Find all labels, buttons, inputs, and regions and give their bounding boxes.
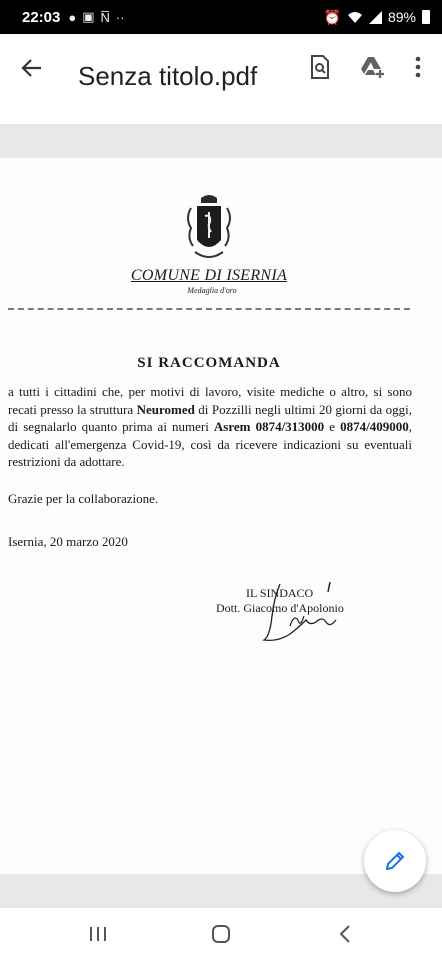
status-bar (0, 0, 442, 34)
status-time: 22:03 (22, 8, 61, 26)
pdf-viewer[interactable] (0, 124, 442, 908)
home-button[interactable] (206, 920, 236, 948)
pdf-page (0, 158, 442, 874)
document-title: Senza titolo.pdf (78, 61, 258, 91)
recent-apps-button[interactable] (83, 920, 113, 948)
body-bold: 0874/409000 (340, 419, 409, 434)
back-icon (338, 924, 352, 944)
municipality-medal: Medaglia d'oro (187, 286, 237, 295)
signatory-name: Dott. Giacomo d'Apolonio (216, 601, 344, 615)
header-divider (8, 308, 410, 310)
recent-apps-icon (88, 925, 108, 943)
battery-percent: 89% (387, 9, 416, 25)
edit-pencil-icon (383, 849, 407, 873)
app-bar (0, 34, 442, 124)
gallery-icon: ▣ (82, 9, 95, 24)
notice-heading: SI RACCOMANDA (137, 355, 281, 371)
edit-button[interactable] (364, 830, 426, 892)
find-in-doc-button[interactable] (305, 52, 335, 82)
signal-icon (369, 11, 382, 24)
home-icon (211, 924, 231, 944)
alarm-icon: ⏰ (323, 8, 341, 25)
battery-icon (422, 10, 430, 24)
body-text: di Pozzilli negli ultimi 20 giorni da oggi, di segnalarlo quanto prima ai numeri (8, 401, 412, 434)
more-options-button[interactable] (403, 52, 433, 82)
body-bold: Neuromed (136, 401, 195, 417)
more-dots-icon: ·· (115, 9, 125, 25)
back-button[interactable] (18, 54, 46, 82)
handwritten-signature (250, 576, 350, 650)
thanks-line: Grazie per la collaborazione. (8, 491, 159, 506)
place-date: Isernia, 20 marzo 2020 (8, 534, 128, 549)
n-icon: N̅ (100, 9, 110, 25)
system-nav-bar (0, 908, 442, 960)
wifi-icon (347, 11, 363, 24)
back-arrow-icon (21, 57, 43, 79)
body-text: e (324, 419, 341, 434)
body-text: a tutti i cittadini che, per motivi di lavoro, visite mediche o altro, si sono recati presso la struttura (8, 384, 412, 417)
whatsapp-icon: ● (68, 9, 77, 25)
more-vert-icon (415, 56, 421, 78)
signatory-title: IL SINDACO (246, 586, 314, 600)
status-right (324, 9, 430, 26)
find-in-doc-icon (309, 55, 331, 79)
add-to-drive-icon (360, 55, 386, 79)
notice-body (8, 383, 412, 471)
body-text: , dedicati all'emergenza Covid-19, così da ricevere indicazioni su eventuali restrizioni da adottare. (8, 419, 412, 469)
municipality-name: COMUNE DI ISERNIA (130, 267, 288, 284)
add-to-drive-button[interactable] (358, 52, 388, 82)
nav-back-button[interactable] (330, 920, 360, 948)
coat-of-arms-icon (181, 192, 237, 264)
body-bold: Asrem 0874/313000 (213, 419, 325, 434)
